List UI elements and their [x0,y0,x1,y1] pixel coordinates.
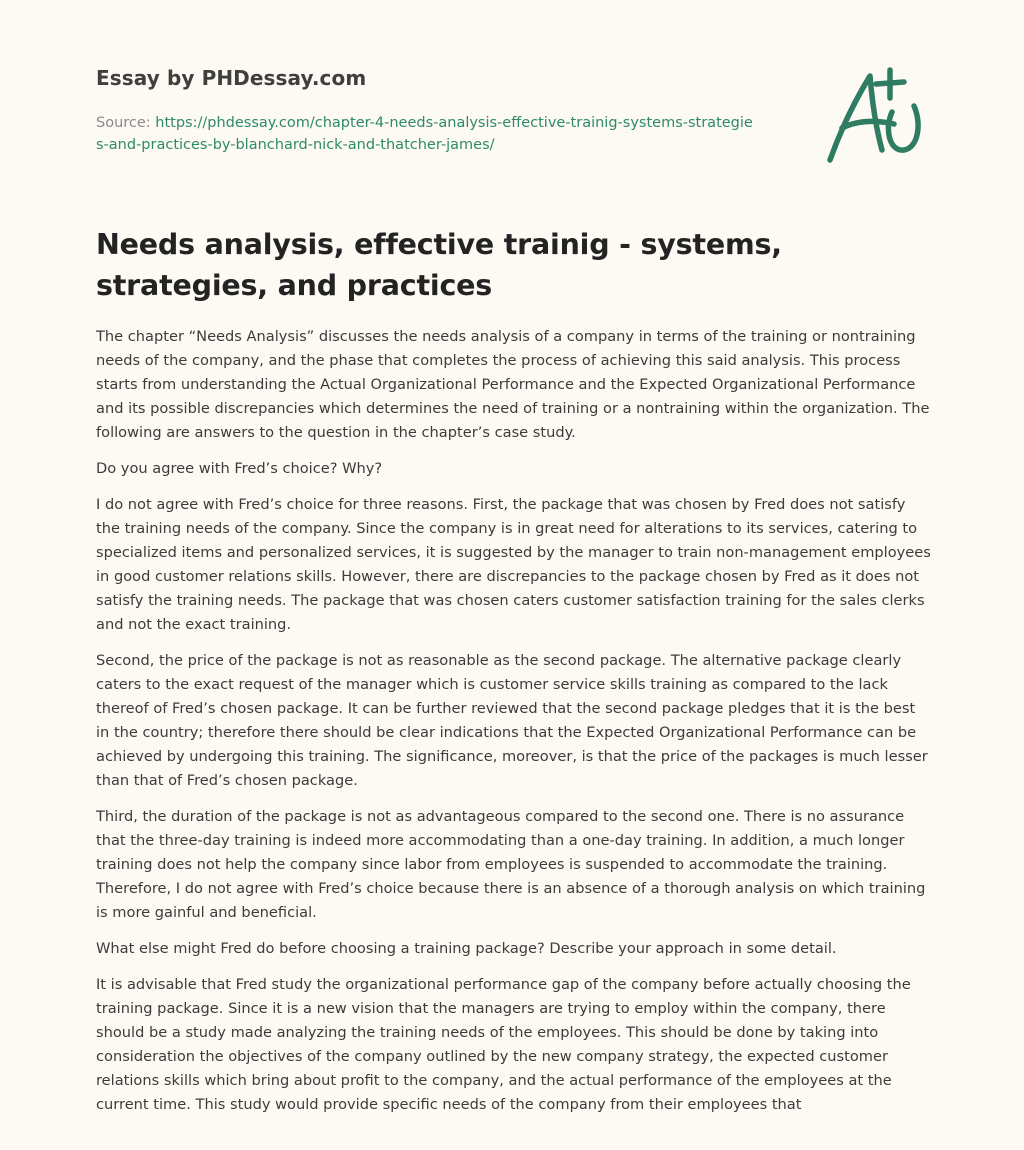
paragraph-second-reason: Second, the price of the package is not as reasonable as the second package. The alternative package clearly caters to the exact request of the manager which is customer service skills training as compared to the lack thereof of Fred’s chosen package. It can be further reviewed that the second package pledges that it is the best in the country; therefore there should be clear indications that the Expected Organizational Performance can be achieved by undergoing this training. The significance, moreover, is that the price of the packages is much lesser than that of Fred’s chosen package. [96,652,928,789]
paragraph-third-reason: Third, the duration of the package is not as advantageous compared to the second one. There is no assurance that the three-day training is indeed more accommodating than a one-day training. In addition, a much longer training does not help the company since labor from employees is suspended to accommodate the training. Therefore, I do not agree with Fred’s choice because there is an absence of a thorough analysis on which training is more gainful and beneficial. [96,808,926,921]
question-1: Do you agree with Fred’s choice? Why? [96,460,383,477]
site-title: Essay by PHDessay.com [96,66,367,90]
question-2: What else might Fred do before choosing a training package? Describe your approach in some detail. [96,940,837,957]
a-plus-grade-icon [824,66,926,166]
article-title: Needs analysis, effective trainig - systems, strategies, and practices [96,228,782,302]
source-link[interactable]: https://phdessay.com/chapter-4-needs-analysis-effective-trainig-systems-strategies-and-practices-by-blanchard-nick-and-thatcher-james/ [96,115,753,153]
source-line [96,112,756,156]
source-label: Source: [96,115,151,131]
paragraph-first-reason: I do not agree with Fred’s choice for three reasons. First, the package that was chosen by Fred does not satisfy the training needs of the company. Since the company is in great need for alterations to its services, catering to specialized items and personalized services, it is suggested by the manager to train non-management employees in good customer relations skills. However, there are discrepancies to the package chosen by Fred as it does not satisfy the training needs. The package that was chosen caters customer satisfaction training for the sales clerks and not the exact training. [96,496,931,633]
paragraph-intro: The chapter “Needs Analysis” discusses the needs analysis of a company in terms of the training or nontraining needs of the company, and the phase that completes the process of achieving this said analysis. This process starts from understanding the Actual Organizational Performance and the Expected Organizational Performance and its possible discrepancies which determines the need of training or a nontraining within the organization. The following are answers to the question in the chapter’s case study. [96,328,930,441]
article-body [96,325,932,1129]
paragraph-approach: It is advisable that Fred study the organizational performance gap of the company before actually choosing the training package. Since it is a new vision that the managers are trying to employ within the company, there should be a study made analyzing the training needs of the employees. This should be done by taking into consideration the objectives of the company outlined by the new company strategy, the expected customer relations skills which bring about profit to the company, and the actual performance of the employees at the current time. This study would provide specific needs of the company from their employees that [96,976,911,1113]
